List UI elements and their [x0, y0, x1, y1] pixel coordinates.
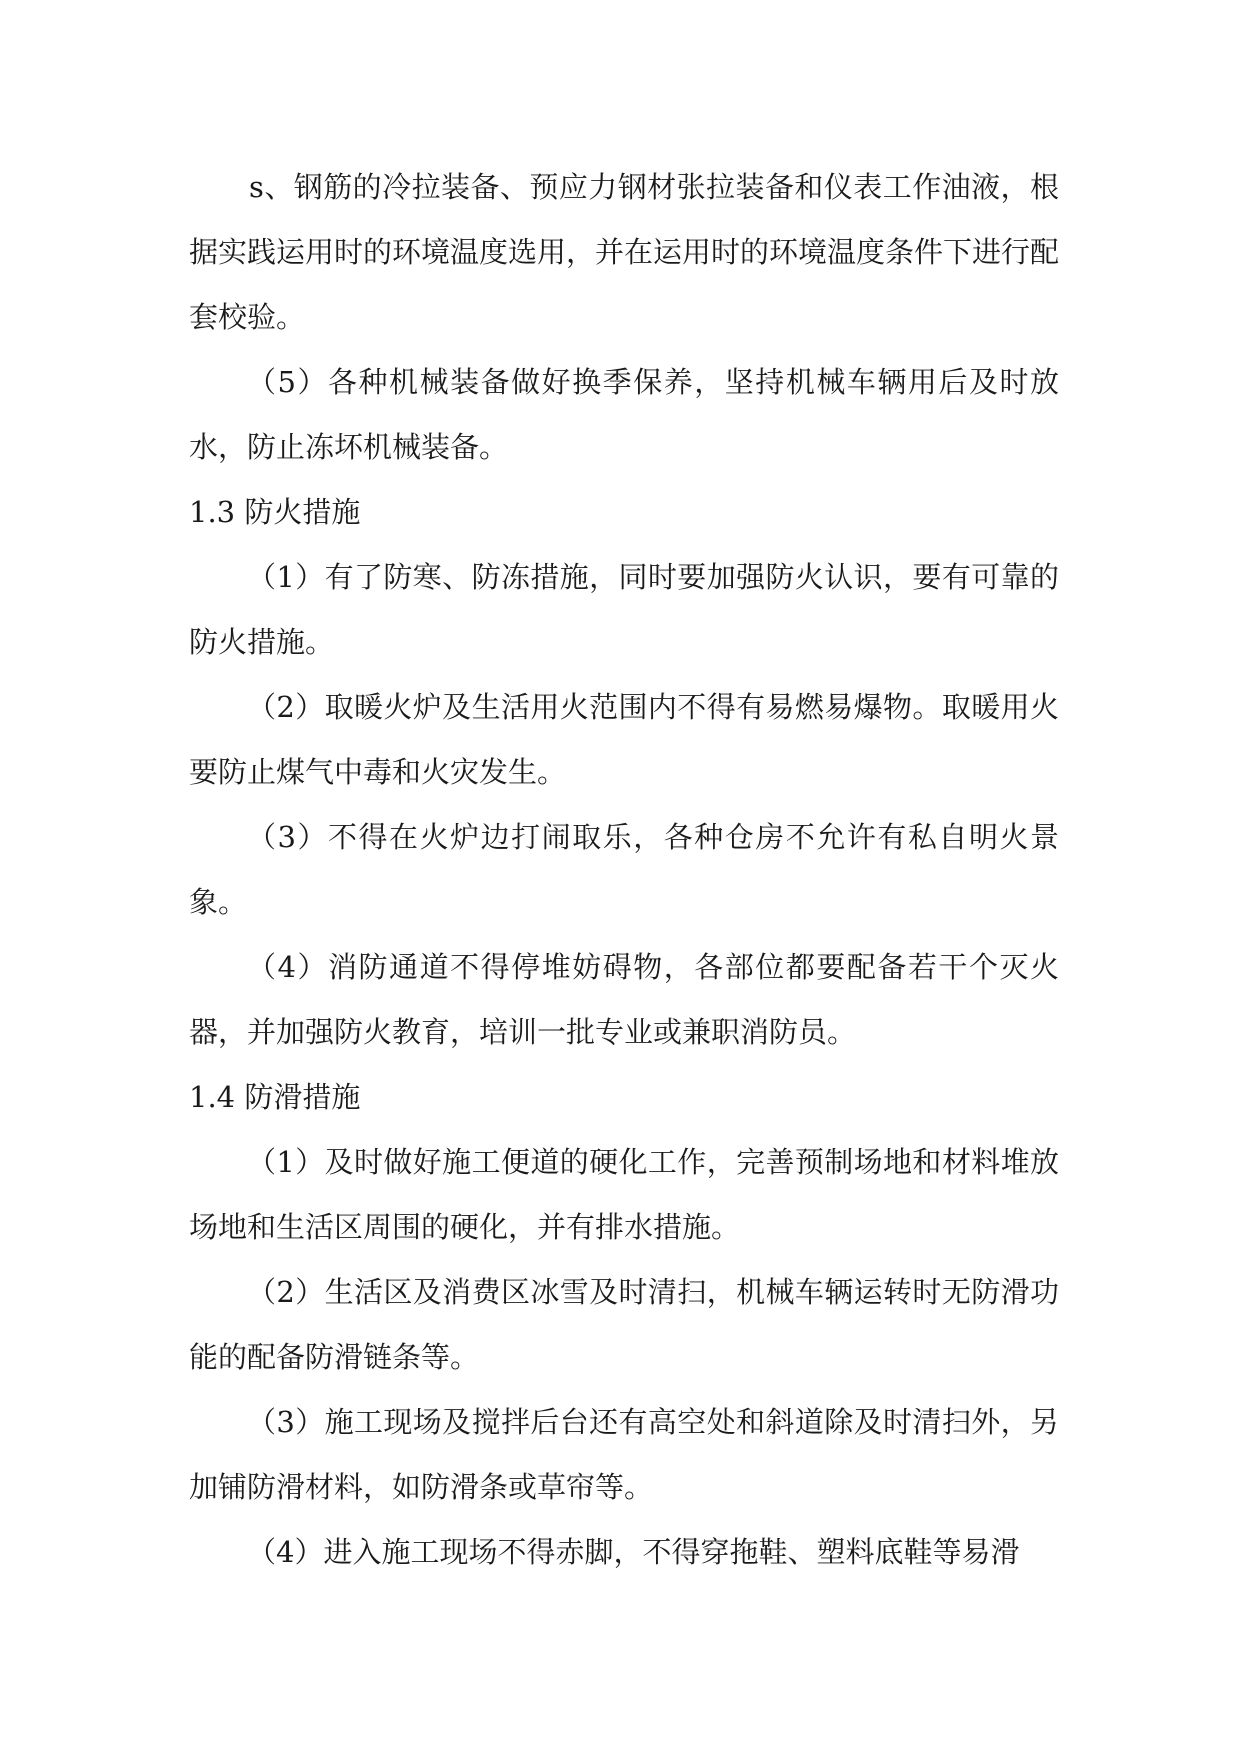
paragraph-fire-1: （1）有了防寒、防冻措施，同时要加强防火认识，要有可靠的防火措施。 — [189, 560, 1059, 659]
paragraph-slip-3: （3）施工现场及搅拌后台还有高空处和斜道除及时清扫外，另加铺防滑材料，如防滑条或草帘等。 — [189, 1405, 1059, 1504]
paragraph-fire-4: （4）消防通道不得停堆妨碍物，各部位都要配备若干个灭火器，并加强防火教育，培训一批专业或兼职消防员。 — [189, 950, 1059, 1049]
paragraph-5-seasonal-maintenance: （5）各种机械装备做好换季保养，坚持机械车辆用后及时放水，防止冻坏机械装备。 — [189, 365, 1059, 464]
paragraph-fire-3: （3）不得在火炉边打闹取乐，各种仓房不允许有私自明火景象。 — [189, 820, 1059, 919]
paragraph-slip-1: （1）及时做好施工便道的硬化工作，完善预制场地和材料堆放场地和生活区周围的硬化，并有排水措施。 — [189, 1145, 1059, 1244]
paragraph-s-equipment: s、钢筋的冷拉装备、预应力钢材张拉装备和仪表工作油液，根据实践运用时的环境温度选用，并在运用时的环境温度条件下进行配套校验。 — [189, 170, 1060, 334]
paragraph-fire-2: （2）取暖火炉及生活用火范围内不得有易燃易爆物。取暖用火要防止煤气中毒和火灾发生。 — [189, 690, 1059, 789]
paragraph-slip-2: （2）生活区及消费区冰雪及时清扫，机械车辆运转时无防滑功能的配备防滑链条等。 — [189, 1275, 1059, 1374]
section-heading-1-4: 1.4 防滑措施 — [189, 1080, 361, 1114]
document-body — [189, 155, 1059, 1585]
paragraph-slip-4: （4）进入施工现场不得赤脚，不得穿拖鞋、塑料底鞋等易滑 — [247, 1535, 1020, 1569]
section-heading-1-3: 1.3 防火措施 — [189, 495, 361, 529]
